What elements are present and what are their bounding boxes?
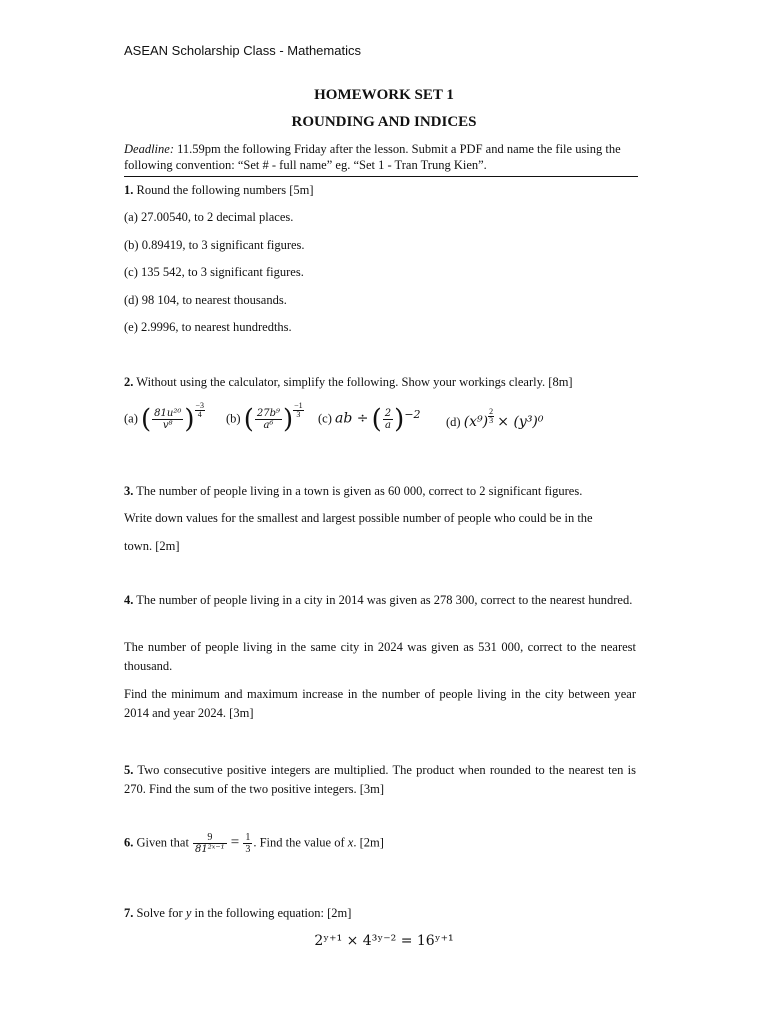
deadline-text: 11.59pm the following Friday after the lesson. Submit a PDF and name the file using the following convention: “Set # - full name” eg. “Set 1 - Tran Trung Kien”.	[124, 142, 621, 172]
part-b-exp-den: 3	[296, 410, 301, 419]
question-6-rhs-denominator: 3	[245, 844, 251, 855]
part-c-expression: ab ÷	[335, 410, 369, 427]
question-4	[124, 591, 636, 610]
question-2-part-a	[124, 401, 205, 435]
part-b-exp-num: 1	[298, 401, 303, 410]
question-2-part-d	[446, 407, 544, 430]
deadline-note	[124, 141, 640, 173]
left-paren-icon: (	[141, 404, 152, 435]
question-5-number: 5.	[124, 763, 134, 777]
question-1-part-e: (e) 2.9996, to nearest hundredths.	[124, 320, 292, 334]
question-7-suffix: in the following equation: [2m]	[191, 906, 352, 920]
part-a-fraction	[152, 408, 183, 431]
question-5-text: Two consecutive positive integers are multiplied. The product when rounded to the nearest ten is 270. Find the sum of the two positive integers. [3m]	[124, 763, 636, 796]
right-paren-icon: )	[184, 404, 195, 435]
deadline-label: Deadline:	[124, 142, 174, 156]
question-1-number: 1.	[124, 183, 134, 197]
part-c-denominator: a	[384, 420, 391, 431]
question-6-rhs-fraction	[243, 832, 252, 855]
question-4-paragraph-2: The number of people living in the same city in 2024 was given as 531 000, correct to the nearest thousand.	[124, 640, 636, 673]
left-paren-icon: (	[243, 404, 254, 435]
question-4-paragraph-3: Find the minimum and maximum increase in the number of people living in the city between year 2014 and year 2024. [3m]	[124, 687, 636, 720]
part-b-exp-sign: −	[294, 401, 299, 410]
question-2-part-b	[226, 401, 304, 435]
question-6-rhs-numerator: 1	[245, 832, 251, 843]
part-a-label: (a)	[124, 411, 138, 426]
question-6-suffix-b: . [2m]	[353, 835, 384, 850]
question-5	[124, 761, 636, 799]
question-1-part-b: (b) 0.89419, to 3 significant figures.	[124, 238, 305, 252]
question-2-number: 2.	[124, 375, 134, 389]
part-d-exp-num: 2	[489, 407, 494, 416]
question-3-line-2: Write down values for the smallest and largest possible number of people who could be in the	[124, 511, 593, 525]
part-b-label: (b)	[226, 411, 241, 426]
part-d-label: (d)	[446, 415, 461, 429]
question-6-suffix-a: . Find the value of	[253, 835, 348, 850]
page-subtitle: ROUNDING AND INDICES	[291, 114, 477, 130]
part-d-exponent	[488, 408, 494, 425]
question-3-line-3: town. [2m]	[124, 539, 180, 553]
question-2-text: Without using the calculator, simplify the following. Show your workings clearly. [8m]	[133, 375, 573, 389]
question-1-text: Round the following numbers [5m]	[133, 183, 314, 197]
question-6-variable: x	[347, 835, 354, 850]
question-1-part-d: (d) 98 104, to nearest thousands.	[124, 293, 287, 307]
question-6-number: 6.	[124, 835, 134, 850]
question-1-part-c: (c) 135 542, to 3 significant figures.	[124, 265, 304, 279]
question-1	[124, 183, 314, 198]
left-paren-icon: (	[371, 404, 382, 435]
question-6-lhs-fraction	[193, 832, 227, 855]
question-7-variable: y	[185, 906, 192, 920]
part-a-exp-sign: −	[195, 401, 201, 410]
question-6-prefix: Given that	[133, 835, 193, 850]
part-a-denominator: v⁸	[162, 420, 173, 431]
question-4-text: The number of people living in a city in 2014 was given as 278 300, correct to the nearest hundred.	[133, 593, 633, 607]
question-2-part-c	[318, 404, 421, 435]
part-d-exp-den: 3	[489, 416, 494, 425]
part-a-exp-den: 4	[197, 410, 202, 419]
question-2	[124, 375, 573, 390]
part-b-denominator: a⁶	[263, 420, 274, 431]
question-6-lhs-numerator: 9	[193, 832, 227, 844]
page-header: ASEAN Scholarship Class - Mathematics	[124, 43, 361, 58]
part-a-numerator: 81u²⁰	[154, 408, 182, 419]
question-7-number: 7.	[124, 906, 134, 920]
question-6	[124, 832, 384, 855]
part-d-expression-1: (x⁹)	[463, 414, 489, 430]
question-3-text: The number of people living in a town is given as 60 000, correct to 2 significant figures.	[133, 484, 583, 498]
part-b-fraction	[255, 408, 282, 431]
part-b-numerator: 27b⁹	[256, 408, 280, 419]
question-6-lhs-denominator: 81²ˣ⁻¹	[195, 844, 225, 855]
question-7-equation: 2ʸ⁺¹ × 4³ʸ⁻² = 16ʸ⁺¹	[314, 933, 454, 949]
question-6-equals: =	[230, 834, 240, 851]
question-1-part-a: (a) 27.00540, to 2 decimal places.	[124, 210, 294, 224]
part-b-exponent	[293, 402, 304, 419]
question-7	[124, 906, 351, 921]
question-7-prefix: Solve for	[133, 906, 186, 920]
header-divider	[124, 176, 638, 177]
part-c-label: (c)	[318, 411, 332, 426]
part-d-expression-2: × (y³)⁰	[497, 414, 544, 430]
right-paren-icon: )	[394, 404, 405, 435]
part-c-fraction	[383, 408, 393, 431]
page-title: HOMEWORK SET 1	[314, 87, 454, 103]
question-3	[124, 484, 582, 499]
part-c-numerator: 2	[384, 408, 392, 419]
question-3-number: 3.	[124, 484, 134, 498]
part-a-exponent	[195, 402, 206, 419]
right-paren-icon: )	[283, 404, 294, 435]
part-a-exp-num: 3	[200, 401, 205, 410]
part-c-exponent: −2	[404, 408, 421, 421]
question-4-number: 4.	[124, 593, 134, 607]
